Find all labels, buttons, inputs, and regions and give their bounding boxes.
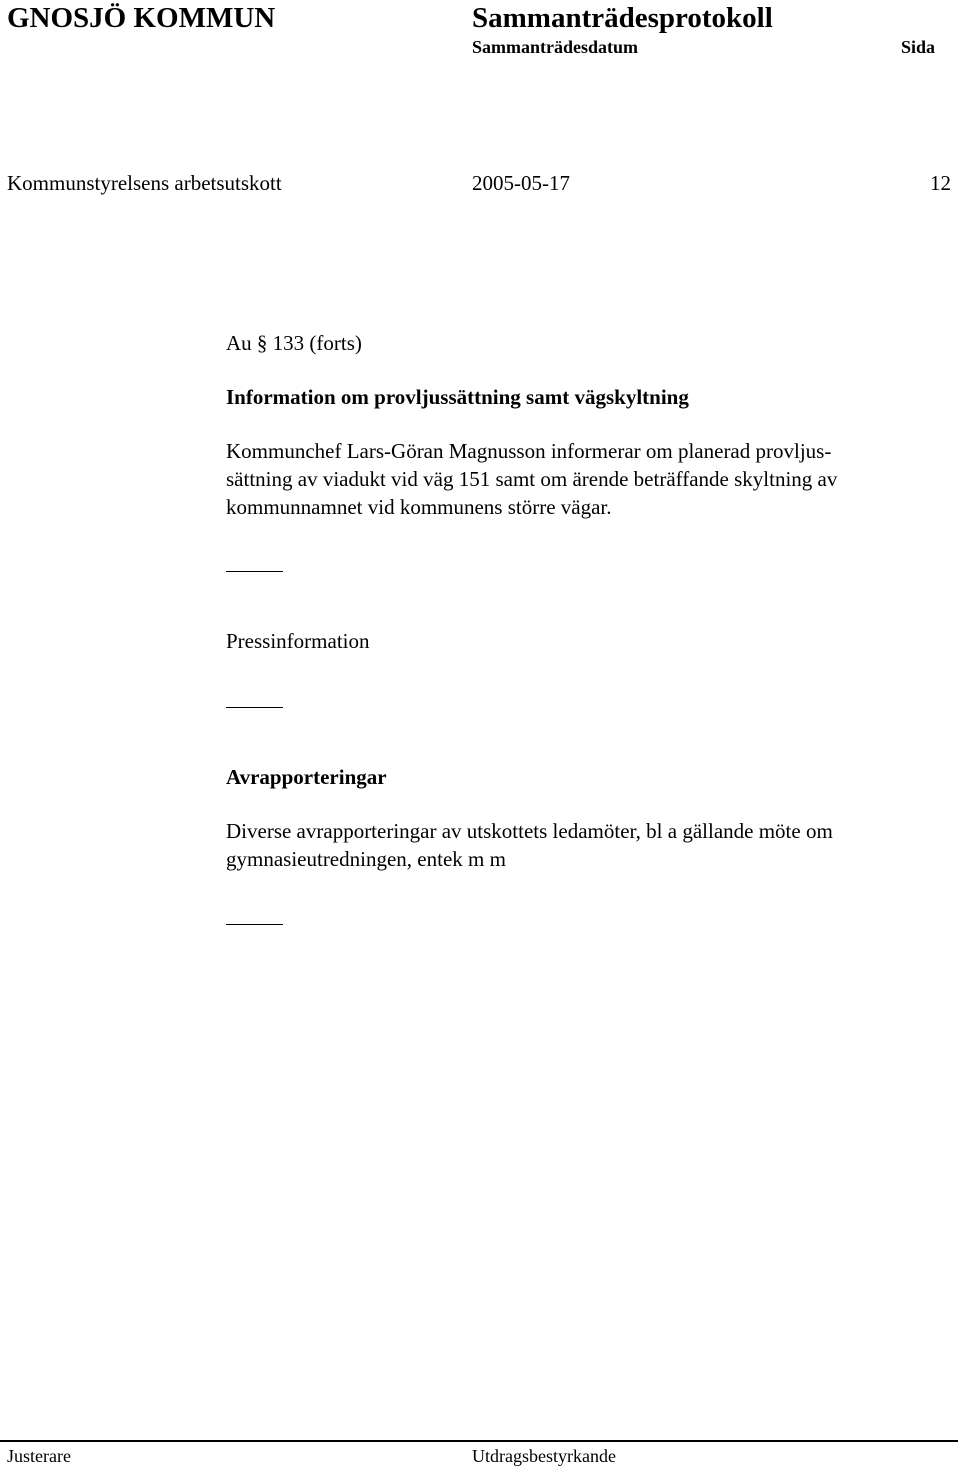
reports-body-line-1: Diverse avrapporteringar av utskottets ledamöter, bl a gällande möte om (226, 819, 833, 843)
footer-extract-label: Utdragsbestyrkande (472, 1446, 616, 1466)
press-heading: Pressinformation (226, 629, 370, 653)
document-type: Sammanträdesprotokoll (472, 2, 773, 34)
reports-heading: Avrapporteringar (226, 765, 387, 789)
footer-signatory-label: Justerare (7, 1446, 71, 1466)
committee-name: Kommunstyrelsens arbetsutskott (7, 171, 282, 195)
page-number: 12 (930, 171, 951, 195)
page-label: Sida (901, 37, 936, 57)
info-body-line-2: sättning av viadukt vid väg 151 samt om ärende beträffande skyltning av (226, 467, 838, 491)
info-body-line-1: Kommunchef Lars-Göran Magnusson informerar om planerad provljus- (226, 439, 832, 463)
separator (226, 571, 283, 572)
info-body (226, 437, 916, 521)
reports-body-line-2: gymnasieutredningen, entek m m (226, 847, 506, 871)
footer-rule (0, 1440, 958, 1442)
date-label: Sammanträdesdatum (472, 37, 639, 57)
paragraph-reference: Au § 133 (forts) (226, 331, 362, 355)
organization-name: GNOSJÖ KOMMUN (7, 2, 276, 34)
info-body-line-3: kommunnamnet vid kommunens större vägar. (226, 495, 612, 519)
separator (226, 707, 283, 708)
meeting-date: 2005-05-17 (472, 171, 570, 195)
reports-body (226, 817, 916, 873)
info-heading: Information om provljussättning samt vägskyltning (226, 385, 689, 409)
separator (226, 924, 283, 925)
